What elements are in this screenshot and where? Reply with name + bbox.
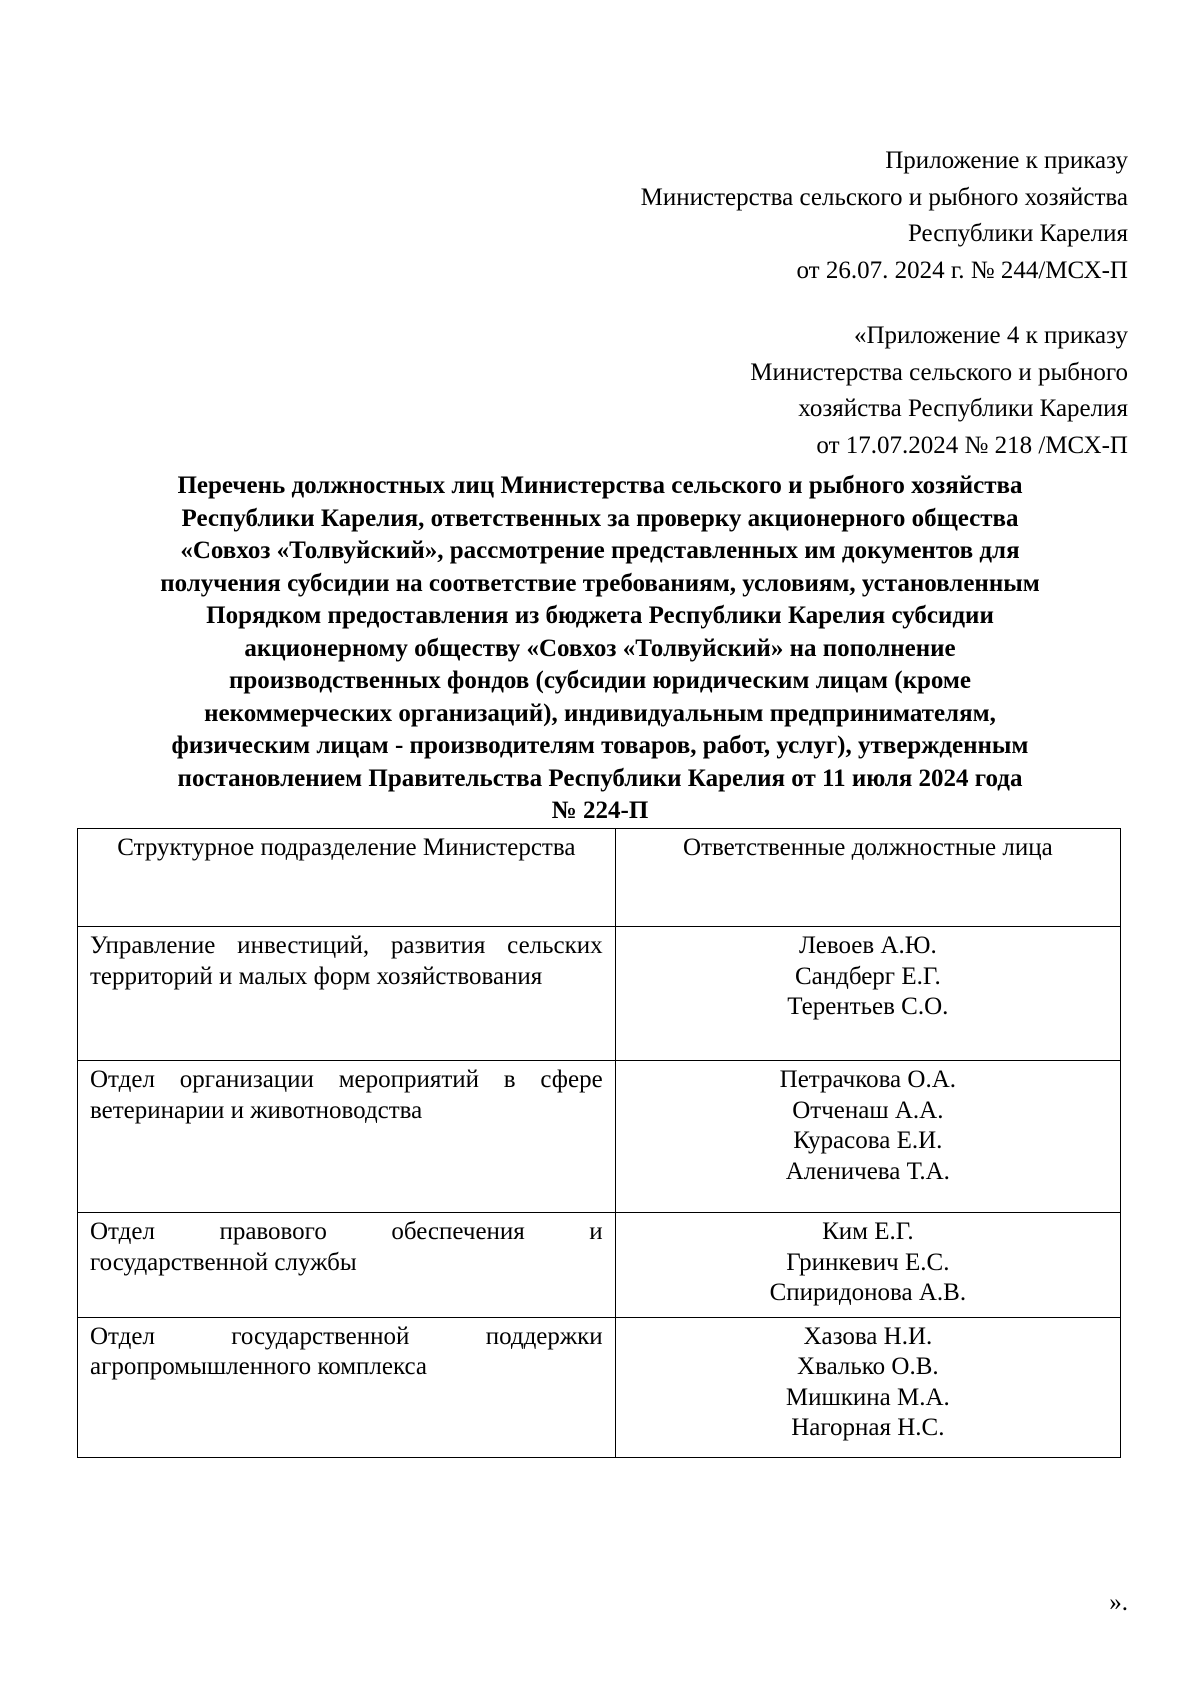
appendix4-header-line: Министерства сельского и рыбного: [750, 358, 1128, 386]
appendix4-header-line: от 17.07.2024 № 218 /МСХ-П: [816, 431, 1128, 459]
closing-quote-mark: ».: [1109, 1589, 1128, 1616]
table-row: [78, 927, 1121, 1061]
table-row: [78, 1213, 1121, 1318]
official-name: Курасова Е.И.: [793, 1127, 943, 1154]
official-name: Отченаш А.А.: [792, 1096, 944, 1124]
appendix-header-line: от 26.07. 2024 г. № 244/МСХ-П: [796, 256, 1128, 284]
title-line: физическим лицам - производителям товаров, работ, услуг), утвержденным: [171, 732, 1029, 759]
title-line: получения субсидии на соответствие требованиям, условиям, установленным: [160, 569, 1040, 597]
official-name: Гринкевич Е.С.: [786, 1248, 950, 1276]
official-name: Нагорная Н.С.: [791, 1414, 945, 1441]
official-name: Сандберг Е.Г.: [794, 962, 941, 990]
department-cell: Управление инвестиций, развития сельских территорий и малых форм хозяйствования: [78, 927, 616, 1061]
officials-cell: [615, 1213, 1120, 1318]
title-line: постановлением Правительства Республики Карелия от 11 июля 2024 года: [177, 764, 1023, 792]
title-line: некоммерческих организаций), индивидуальным предпринимателям,: [204, 699, 996, 727]
table-row: [78, 1317, 1121, 1457]
appendix4-header-line: «Приложение 4 к приказу: [853, 322, 1128, 349]
appendix-header: [641, 143, 1128, 289]
appendix-header-line: Министерства сельского и рыбного хозяйства: [640, 183, 1128, 211]
official-name: Терентьев С.О.: [787, 993, 949, 1020]
official-name: Аленичева Т.А.: [785, 1157, 950, 1185]
document-title: [80, 470, 1120, 828]
officials-table: [77, 828, 1121, 1458]
official-name: Левоев А.Ю.: [798, 932, 937, 959]
title-line: Порядком предоставления из бюджета Республики Карелия субсидии: [206, 602, 994, 629]
title-line: акционерному обществу «Совхоз «Толвуйский» на пополнение: [244, 634, 956, 662]
title-line: Республики Карелия, ответственных за проверку акционерного общества: [181, 504, 1019, 532]
appendix4-header-line: хозяйства Республики Карелия: [798, 395, 1128, 422]
table-header-row: [78, 829, 1121, 927]
title-line: № 224-П: [551, 797, 649, 824]
appendix-header-line: Приложение к приказу: [885, 147, 1128, 174]
header-officials: Ответственные должностные лица: [615, 829, 1120, 927]
appendix4-header: [750, 318, 1128, 464]
appendix-header-line: Республики Карелия: [907, 220, 1128, 247]
officials-cell: [615, 1317, 1120, 1457]
official-name: Мишкина М.А.: [785, 1383, 950, 1411]
table-row: [78, 1061, 1121, 1213]
department-cell: Отдел правового обеспечения и государственной службы: [78, 1213, 616, 1318]
official-name: Спиридонова А.В.: [769, 1279, 967, 1306]
official-name: Хвалько О.В.: [797, 1353, 939, 1380]
department-cell: Отдел государственной поддержки агропромышленного комплекса: [78, 1317, 616, 1457]
official-name: Петрачкова О.А.: [779, 1066, 957, 1093]
title-line: производственных фондов (субсидии юридическим лицам (кроме: [228, 667, 972, 694]
title-line: «Совхоз «Толвуйский», рассмотрение представленных им документов для: [180, 537, 1020, 564]
officials-cell: [615, 1061, 1120, 1213]
official-name: Хазова Н.И.: [803, 1322, 933, 1350]
header-department: Структурное подразделение Министерства: [78, 829, 616, 927]
officials-cell: [615, 927, 1120, 1061]
title-line: Перечень должностных лиц Министерства сельского и рыбного хозяйства: [177, 472, 1023, 499]
department-cell: Отдел организации мероприятий в сфере ветеринарии и животноводства: [78, 1061, 616, 1213]
official-name: Ким Е.Г.: [822, 1218, 914, 1245]
